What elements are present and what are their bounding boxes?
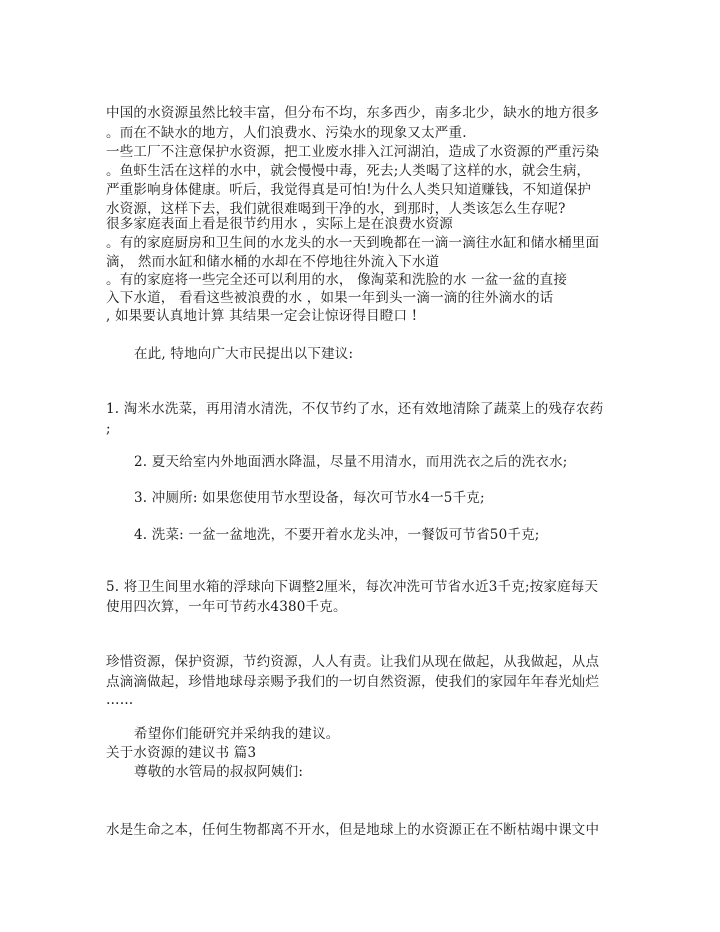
suggestion-3: 3. 冲厕所: 如果您使用节水型设备，每次可节水4一5千克; (134, 490, 485, 506)
salutation: 尊敬的水管局的叔叔阿姨们: (134, 764, 304, 780)
suggestion-1-line-1: 1. 淘米水洗菜，再用清水清洗，不仅节约了水，还有效地清除了蔬菜上的残存农药 (106, 401, 604, 417)
intro-line-12: , 如果要认真地计算 其结果一定会让惊讶得目瞪口 ! (106, 308, 418, 324)
intro-line-2: 。而在不缺水的地方，人们浪费水、污染水的现象又太严重. (106, 125, 467, 141)
section-title: 关于水资源的建议书 篇3 (106, 745, 257, 761)
suggestion-4: 4. 洗菜: 一盆一盆地洗，不要开着水龙头冲，一餐饭可节省50千克; (134, 527, 540, 543)
hope-line: 希望你们能研究并采纳我的建议。 (134, 726, 340, 742)
intro-line-9: 滴， 然而水缸和储水桶的水却在不停地往外流入下水道 (106, 254, 440, 270)
proposal-intro: 在此, 特地向广大市民提出以下建议: (134, 346, 354, 362)
intro-line-5: 严重影响身体健康。听后，我觉得真是可怕!为什么人类只知道赚钱，不知道保护 (106, 182, 592, 198)
intro-line-6: 水资源，这样下去，我们就很难喝到干净的水，到那时，人类该怎么生存呢? (106, 201, 566, 217)
intro-line-4: 。鱼虾生活在这样的水中，就会慢慢中毒，死去;人类喝了这样的水，就会生病， (106, 163, 591, 179)
intro-line-8: 。有的家庭厨房和卫生间的水龙头的水一天到晚都在一滴一滴往水缸和储水桶里面 (106, 235, 600, 251)
cherish-line-2: 点滴滴做起，珍惜地球母亲赐予我们的一切自然资源，使我们的家园年年春光灿烂 (106, 674, 600, 690)
cherish-line-3: …… (106, 692, 134, 708)
suggestion-1-line-2: ; (106, 421, 111, 437)
intro-line-3: 一些工厂不注意保护水资源，把工业废水排入江河湖泊，造成了水资源的严重污染 (106, 144, 600, 160)
suggestion-5-line-2: 使用四次算，一年可节药水4380千克。 (106, 599, 347, 615)
intro-line-10: 。有的家庭将一些完全还可以利用的水， 像淘菜和洗脸的水 一盆一盆的直接 (106, 272, 568, 288)
intro-line-1: 中国的水资源虽然比较丰富，但分布不均，东多西少，南多北少，缺水的地方很多 (106, 105, 600, 121)
suggestion-5-line-1: 5. 将卫生间里水箱的浮球向下调整2厘米，每次冲洗可节省水近3千克;按家庭每天 (106, 579, 599, 595)
intro-line-11: 入下水道， 看看这些被浪费的水 ，如果一年到头一滴一滴的往外滴水的话 (106, 290, 554, 306)
cherish-line-1: 珍惜资源，保护资源，节约资源，人人有责。让我们从现在做起，从我做起，从点 (106, 654, 600, 670)
closing-line: 水是生命之本，任何生物都离不开水，但是地球上的水资源正在不断枯竭中课文中 (106, 822, 600, 838)
suggestion-2: 2. 夏天给室内外地面洒水降温，尽量不用清水，而用洗衣之后的洗衣水; (134, 454, 568, 470)
intro-line-7: 很多家庭表面上看是很节约用水 ，实际上是在浪费水资源 (106, 216, 453, 232)
